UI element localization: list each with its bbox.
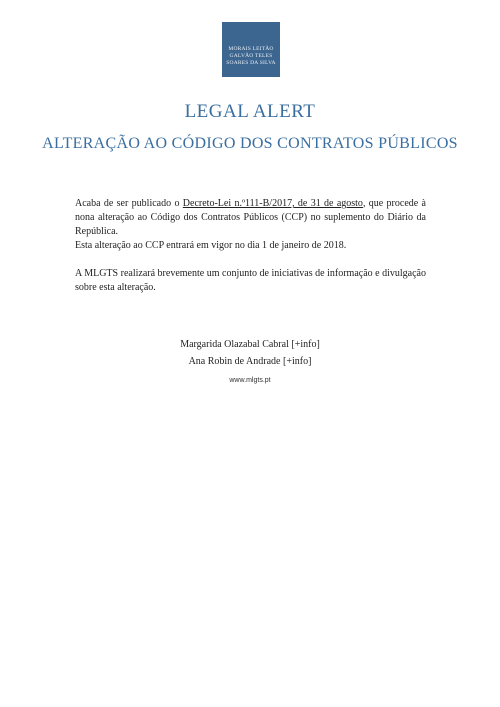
- author-name: Margarida Olazabal Cabral: [180, 339, 289, 350]
- decree-link[interactable]: Decreto-Lei n.º111-B/2017, de 31 de agosto: [182, 198, 363, 209]
- paragraph-initiatives: A MLGTS realizará brevemente um conjunto de iniciativas de informação e divulgação sobre esta alteração.: [75, 268, 426, 293]
- logo-line-2: GALVÃO TELES: [229, 53, 273, 59]
- author-item: [0, 353, 500, 370]
- paragraph-publication: [75, 197, 426, 239]
- paragraph-effective-date: Esta alteração ao CCP entrará em vigor no dia 1 de janeiro de 2018.: [75, 240, 347, 251]
- document-subtitle: [0, 131, 500, 156]
- document-title: LEGAL ALERT: [184, 101, 316, 122]
- authors-list: [0, 336, 500, 370]
- author-info-link[interactable]: [+info]: [283, 356, 312, 367]
- author-name: Ana Robin de Andrade: [188, 356, 281, 367]
- firm-logo: [222, 22, 280, 77]
- p1-text-before: Acaba de ser publicado o: [75, 198, 183, 209]
- subtitle-text: ALTERAÇÃO AO CÓDIGO DOS CONTRATOS PÚBLICOS: [42, 135, 458, 152]
- p1-text-after: , que procede à nona alteração ao Código dos Contratos Públicos (CCP) no suplemento do Diário da República.: [75, 198, 426, 237]
- alert-body: [75, 197, 426, 295]
- author-info-link[interactable]: [+info]: [291, 339, 320, 350]
- logo-line-1: MORAIS LEITÃO: [228, 46, 274, 52]
- author-item: [0, 336, 500, 353]
- website-link[interactable]: www.mlgts.pt: [229, 377, 271, 384]
- logo-line-3: SOARES DA SILVA: [226, 60, 276, 66]
